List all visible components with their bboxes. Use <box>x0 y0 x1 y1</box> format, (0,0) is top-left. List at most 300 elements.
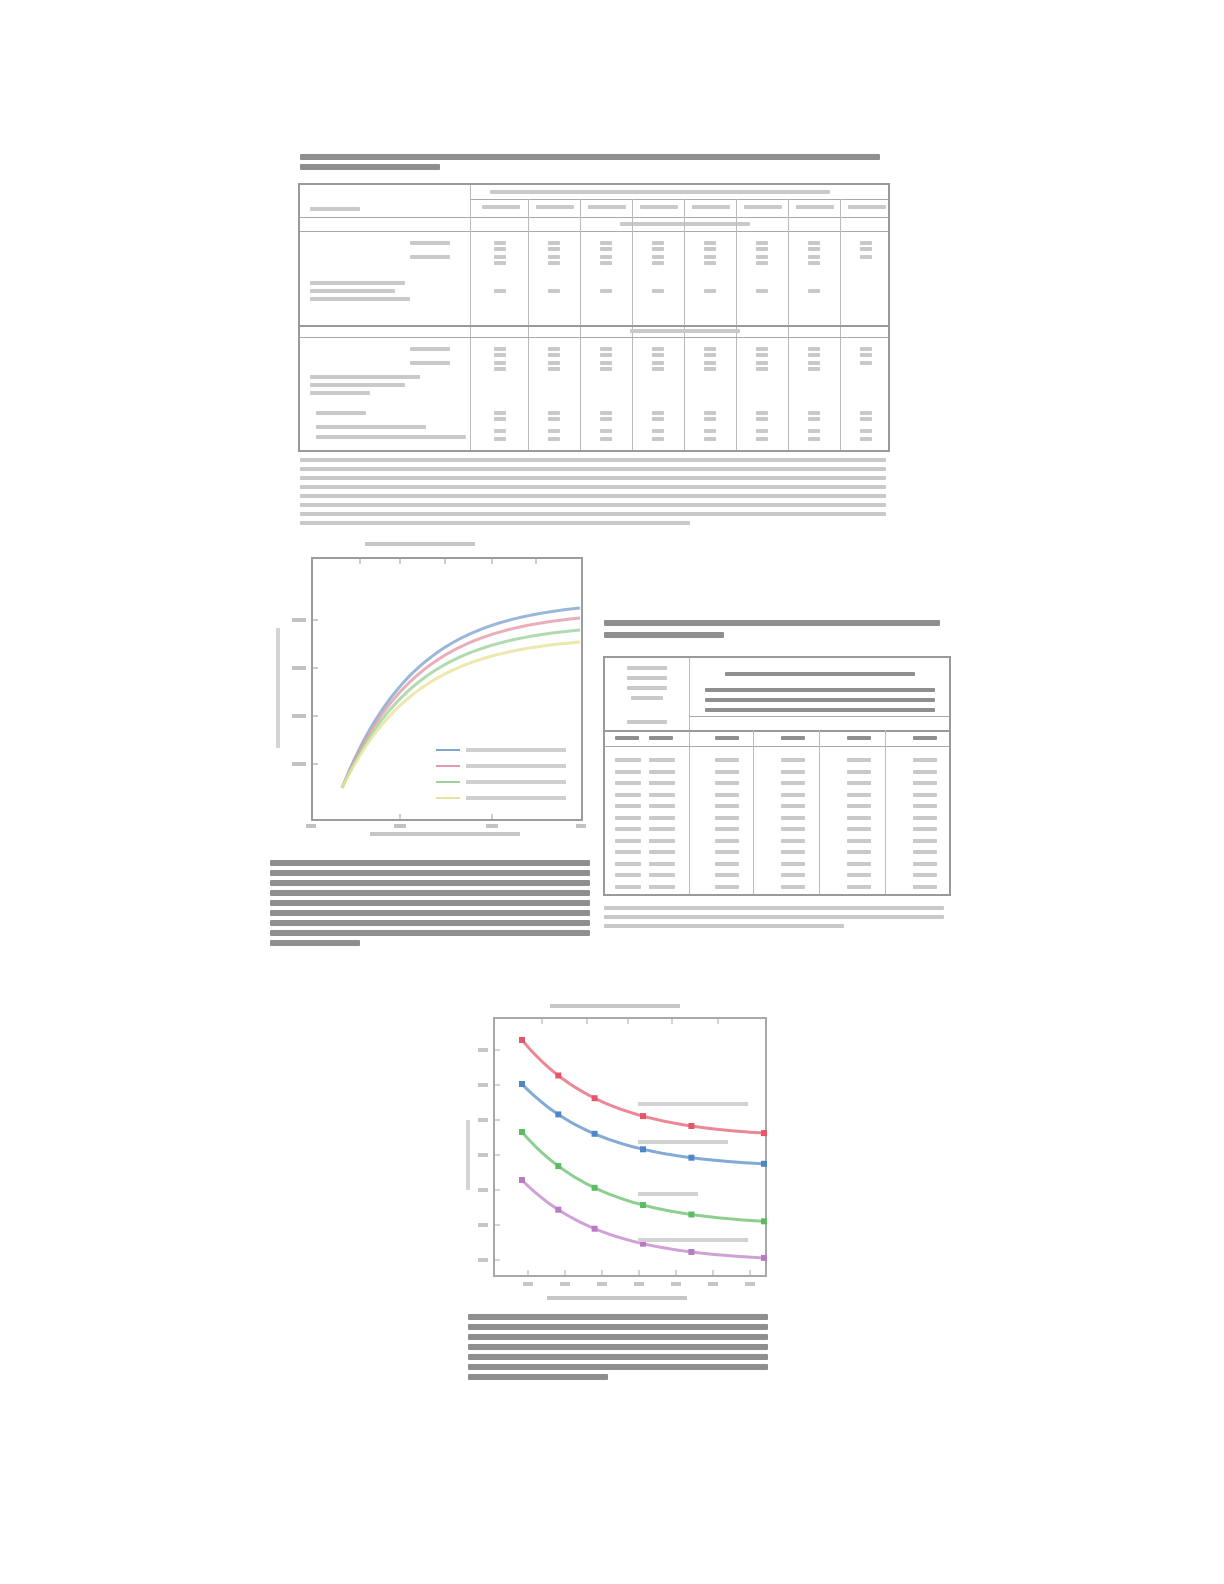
figure2-series-marker <box>761 1218 767 1224</box>
table1-section-rule <box>300 337 888 338</box>
table2-cell <box>781 827 805 831</box>
table2-cell <box>847 862 871 866</box>
table2-cell <box>781 804 805 808</box>
table1-note-line <box>300 458 886 462</box>
table1-column-header <box>536 205 574 209</box>
table1-cell <box>756 247 768 251</box>
table2-cell <box>913 770 937 774</box>
table1-cell <box>756 437 768 441</box>
table1-cell <box>860 437 872 441</box>
table1-cell <box>860 347 872 351</box>
table2-row-label <box>615 758 641 762</box>
table2-column-header <box>715 736 739 740</box>
figure2-series-marker <box>688 1155 694 1161</box>
table2-row-label <box>615 827 641 831</box>
table1-row-label <box>410 255 450 259</box>
table2-col-sep <box>753 730 754 894</box>
table2-row-header <box>627 666 667 670</box>
table1-cell <box>494 411 506 415</box>
table2-cell <box>715 873 739 877</box>
table1-note-line <box>300 467 886 471</box>
table2-col-sep <box>819 730 820 894</box>
table2-cell <box>913 839 937 843</box>
table2-row-label <box>649 839 675 843</box>
table1-cell <box>494 347 506 351</box>
table1-cell <box>808 437 820 441</box>
table1-cell <box>756 361 768 365</box>
table2-cell <box>847 885 871 889</box>
table1-cell <box>808 353 820 357</box>
table2-cell <box>781 793 805 797</box>
table1-cell <box>704 367 716 371</box>
table1-cell <box>548 353 560 357</box>
table1-row-label <box>410 347 450 351</box>
figure1-legend-label <box>466 748 566 752</box>
table1-cell <box>652 361 664 365</box>
table1-cell <box>756 241 768 245</box>
table2-cell <box>913 873 937 877</box>
table1-cell <box>652 247 664 251</box>
figure2-series-marker <box>519 1177 525 1183</box>
table1-cell <box>548 289 560 293</box>
table1-cell <box>652 429 664 433</box>
table1-cell <box>756 289 768 293</box>
table1-cell <box>600 417 612 421</box>
table2-cell <box>715 793 739 797</box>
table1-cell <box>704 289 716 293</box>
table1-cell <box>808 361 820 365</box>
table2-cell <box>913 850 937 854</box>
table1-caption-block <box>300 152 890 174</box>
table1-cell <box>808 347 820 351</box>
table1-cell <box>808 367 820 371</box>
table1-cell <box>548 247 560 251</box>
table2-cell <box>715 827 739 831</box>
table1-header-rule <box>300 231 888 232</box>
table1-row-label <box>310 281 405 285</box>
table1-cell <box>860 241 872 245</box>
figure2-series-marker <box>555 1111 561 1117</box>
table2-subheader <box>649 736 673 740</box>
table2-cell <box>913 862 937 866</box>
table2-cell <box>913 758 937 762</box>
figure1-legend-label <box>466 764 566 768</box>
table1-header-rule <box>470 199 888 200</box>
table1 <box>298 183 890 452</box>
table1-cell <box>808 255 820 259</box>
figure2-caption-line <box>468 1324 768 1330</box>
table1-cell <box>494 353 506 357</box>
table1-caption-line <box>300 154 880 160</box>
table2-cell <box>715 816 739 820</box>
table1-cell <box>494 261 506 265</box>
table1-row-label <box>316 435 466 439</box>
table2 <box>603 656 951 896</box>
table1-note-line <box>300 494 886 498</box>
table1-cell <box>704 247 716 251</box>
table2-caption-block <box>604 618 944 648</box>
table1-col-sep <box>470 185 471 450</box>
figure2-caption-line <box>468 1344 768 1350</box>
table2-row-label <box>615 770 641 774</box>
table1-cell <box>704 261 716 265</box>
table2-row-label <box>649 804 675 808</box>
table1-note-line <box>300 485 886 489</box>
table1-cell <box>548 261 560 265</box>
table2-row-label <box>615 839 641 843</box>
table2-cell <box>913 804 937 808</box>
figure2 <box>462 1000 778 1306</box>
table1-cell <box>652 261 664 265</box>
table1-cell <box>652 241 664 245</box>
table2-row-label <box>649 850 675 854</box>
table1-column-header <box>848 205 886 209</box>
table1-cell <box>704 411 716 415</box>
table1-row-label <box>410 361 450 365</box>
figure1-caption-line <box>270 890 590 896</box>
figure2-series-marker <box>555 1207 561 1213</box>
table2-note-line <box>604 924 844 928</box>
table1-cell <box>600 411 612 415</box>
figure2-ylabel <box>466 1120 470 1190</box>
figure2-caption-line <box>468 1364 768 1370</box>
table2-spanner <box>725 672 915 676</box>
table1-cell <box>600 347 612 351</box>
table2-cell <box>715 839 739 843</box>
figure1-ylabel <box>276 628 280 748</box>
table2-note-line <box>604 906 944 910</box>
table1-cell <box>494 367 506 371</box>
figure1-plot <box>270 538 600 838</box>
table1-cell <box>652 417 664 421</box>
figure2-series-marker <box>761 1161 767 1167</box>
figure1-legend-label <box>466 796 566 800</box>
table1-cell <box>548 437 560 441</box>
table1-cell <box>494 255 506 259</box>
table2-row-label <box>615 804 641 808</box>
table1-cell <box>860 353 872 357</box>
figure2-caption-line <box>468 1334 768 1340</box>
table2-column-header <box>913 736 937 740</box>
table1-row-label <box>316 411 366 415</box>
table2-cell <box>781 862 805 866</box>
table1-cell <box>860 255 872 259</box>
table1-cell <box>548 367 560 371</box>
table2-cell <box>913 827 937 831</box>
table2-row-label <box>649 862 675 866</box>
table1-cell <box>494 241 506 245</box>
figure1-xlabel <box>370 832 520 836</box>
table2-column-header <box>847 736 871 740</box>
table1-row-label <box>310 391 370 395</box>
table1-row-label <box>310 383 405 387</box>
table2-row-label <box>615 873 641 877</box>
table1-cell <box>860 417 872 421</box>
table2-cell <box>847 770 871 774</box>
table2-cell <box>847 839 871 843</box>
table2-notes <box>604 906 948 930</box>
table1-section-rule <box>300 325 888 327</box>
table2-row-header <box>627 720 667 724</box>
table2-cell <box>913 781 937 785</box>
table1-cell <box>756 411 768 415</box>
table1-cell <box>704 417 716 421</box>
table1-cell <box>548 241 560 245</box>
table2-cell <box>715 850 739 854</box>
table2-header-rule <box>605 746 949 747</box>
figure1-caption <box>270 860 592 952</box>
table2-note-line <box>604 915 944 919</box>
table2-spanner <box>705 708 935 712</box>
table1-cell <box>704 429 716 433</box>
figure1-caption-line <box>270 940 360 946</box>
figure1-caption-line <box>270 900 590 906</box>
table2-row-label <box>615 793 641 797</box>
table1-cell <box>704 361 716 365</box>
table2-cell <box>715 770 739 774</box>
table2-row-label <box>649 758 675 762</box>
table2-spanner <box>705 698 935 702</box>
table1-cell <box>548 429 560 433</box>
figure2-series-marker <box>688 1249 694 1255</box>
table2-cell <box>913 885 937 889</box>
table2-cell <box>847 781 871 785</box>
table1-row-label <box>310 289 395 293</box>
table1-column-header <box>482 205 520 209</box>
figure1-caption-line <box>270 870 590 876</box>
table1-row-label-header <box>310 207 360 211</box>
table1-subheader-spanner <box>620 222 750 226</box>
table2-row-label <box>649 781 675 785</box>
figure2-series-label <box>638 1102 748 1106</box>
table2-header-rule <box>605 730 949 732</box>
table2-row-label <box>649 770 675 774</box>
table2-cell <box>781 885 805 889</box>
figure1-top-axis-label <box>365 542 475 546</box>
table1-cell <box>860 361 872 365</box>
table1-column-header <box>692 205 730 209</box>
table1-cell <box>704 437 716 441</box>
table2-row-header <box>627 686 667 690</box>
table1-cell <box>756 353 768 357</box>
table1-cell <box>808 241 820 245</box>
figure2-series-label <box>638 1140 728 1144</box>
table1-note-line <box>300 521 690 525</box>
table1-cell <box>600 361 612 365</box>
table2-cell <box>847 827 871 831</box>
table1-cell <box>652 367 664 371</box>
table2-col-sep <box>689 658 690 894</box>
table1-column-header <box>588 205 626 209</box>
figure2-series-marker <box>640 1113 646 1119</box>
table1-row-label <box>316 425 426 429</box>
figure2-series-marker <box>519 1081 525 1087</box>
table2-subheader <box>615 736 639 740</box>
table2-cell <box>715 758 739 762</box>
table1-cell <box>860 247 872 251</box>
table1-cell <box>548 347 560 351</box>
table1-cell <box>494 361 506 365</box>
table1-column-header <box>796 205 834 209</box>
table1-cell <box>808 411 820 415</box>
figure2-series-marker <box>519 1129 525 1135</box>
figure1-caption-line <box>270 860 590 866</box>
table1-cell <box>600 437 612 441</box>
table1-header-spanner <box>490 190 830 194</box>
table2-cell <box>847 873 871 877</box>
table1-cell <box>600 367 612 371</box>
table2-row-label <box>649 816 675 820</box>
table1-cell <box>548 417 560 421</box>
table1-cell <box>652 353 664 357</box>
table2-cell <box>913 816 937 820</box>
figure2-series-marker <box>519 1037 525 1043</box>
figure2-series-marker <box>592 1131 598 1137</box>
table2-cell <box>781 781 805 785</box>
table1-cell <box>548 255 560 259</box>
table1-cell <box>494 247 506 251</box>
figure1-caption-line <box>270 930 590 936</box>
table1-cell <box>652 289 664 293</box>
table2-cell <box>781 770 805 774</box>
table2-column-header <box>781 736 805 740</box>
table1-note-line <box>300 512 886 516</box>
figure1-caption-line <box>270 920 590 926</box>
table2-cell <box>847 793 871 797</box>
figure1-legend-label <box>466 780 566 784</box>
figure1-caption-line <box>270 910 590 916</box>
table2-cell <box>715 862 739 866</box>
figure2-series-marker <box>592 1185 598 1191</box>
table1-cell <box>808 289 820 293</box>
table1-row-label <box>310 375 420 379</box>
figure2-caption-line <box>468 1354 768 1360</box>
table1-section-label <box>630 329 740 333</box>
table2-cell <box>847 804 871 808</box>
table1-cell <box>704 241 716 245</box>
figure2-series-marker <box>555 1073 561 1079</box>
table2-row-label <box>649 827 675 831</box>
table1-header-rule <box>300 217 888 218</box>
table2-cell <box>715 781 739 785</box>
table1-cell <box>704 353 716 357</box>
table1-row-label <box>310 297 410 301</box>
table2-header-rule <box>689 716 949 717</box>
table1-cell <box>548 411 560 415</box>
table1-cell <box>756 255 768 259</box>
table1-cell <box>756 429 768 433</box>
figure2-series-marker <box>640 1146 646 1152</box>
table2-row-label <box>649 793 675 797</box>
table1-notes <box>300 458 886 536</box>
table1-cell <box>494 437 506 441</box>
table2-cell <box>847 850 871 854</box>
table1-cell <box>600 429 612 433</box>
figure2-series-marker <box>555 1163 561 1169</box>
table1-note-line <box>300 503 886 507</box>
table1-cell <box>600 247 612 251</box>
table2-cell <box>847 758 871 762</box>
table2-col-sep <box>885 730 886 894</box>
table1-note-line <box>300 476 886 480</box>
table1-cell <box>600 241 612 245</box>
table2-cell <box>715 885 739 889</box>
figure2-caption <box>468 1314 772 1390</box>
table2-cell <box>781 850 805 854</box>
figure2-series-marker <box>640 1202 646 1208</box>
figure2-series-marker <box>761 1130 767 1136</box>
table1-cell <box>652 411 664 415</box>
table1-cell <box>860 429 872 433</box>
table1-cell <box>808 261 820 265</box>
table2-row-label <box>649 873 675 877</box>
figure1 <box>270 538 600 838</box>
table1-cell <box>652 255 664 259</box>
table1-cell <box>600 261 612 265</box>
figure2-caption-line <box>468 1314 768 1320</box>
table1-cell <box>652 347 664 351</box>
table2-cell <box>781 873 805 877</box>
table2-row-label <box>649 885 675 889</box>
table1-cell <box>600 255 612 259</box>
table1-caption-line <box>300 164 440 170</box>
table2-row-label <box>615 862 641 866</box>
table2-row-label <box>615 816 641 820</box>
figure2-series-label <box>638 1238 748 1242</box>
figure2-xlabel <box>547 1296 687 1300</box>
table1-cell <box>600 353 612 357</box>
figure2-series-marker <box>688 1212 694 1218</box>
table1-column-header <box>640 205 678 209</box>
table2-spanner <box>705 688 935 692</box>
figure2-series-marker <box>761 1255 767 1261</box>
table1-cell <box>808 417 820 421</box>
figure2-series-marker <box>688 1123 694 1129</box>
figure2-series-marker <box>592 1226 598 1232</box>
table1-cell <box>652 437 664 441</box>
table2-row-label <box>615 885 641 889</box>
figure2-plot <box>462 1000 778 1306</box>
figure2-series-label <box>638 1192 698 1196</box>
table1-cell <box>756 347 768 351</box>
table1-column-header <box>744 205 782 209</box>
table1-cell <box>704 347 716 351</box>
table1-cell <box>808 247 820 251</box>
table1-cell <box>704 255 716 259</box>
table1-cell <box>548 361 560 365</box>
table2-row-label <box>615 781 641 785</box>
table1-cell <box>860 411 872 415</box>
figure2-top-axis-label <box>550 1004 680 1008</box>
table1-cell <box>808 429 820 433</box>
table1-cell <box>494 417 506 421</box>
table2-cell <box>913 793 937 797</box>
table2-row-header <box>627 676 667 680</box>
table2-caption-line <box>604 632 724 638</box>
table1-cell <box>600 289 612 293</box>
figure2-caption-line <box>468 1374 608 1380</box>
table1-cell <box>494 289 506 293</box>
table2-row-header <box>631 696 663 700</box>
table2-cell <box>781 816 805 820</box>
table2-cell <box>781 839 805 843</box>
table1-cell <box>756 261 768 265</box>
table2-cell <box>715 804 739 808</box>
table1-row-label <box>410 241 450 245</box>
figure2-series-marker <box>592 1095 598 1101</box>
figure1-caption-line <box>270 880 590 886</box>
table2-caption-line <box>604 620 940 626</box>
